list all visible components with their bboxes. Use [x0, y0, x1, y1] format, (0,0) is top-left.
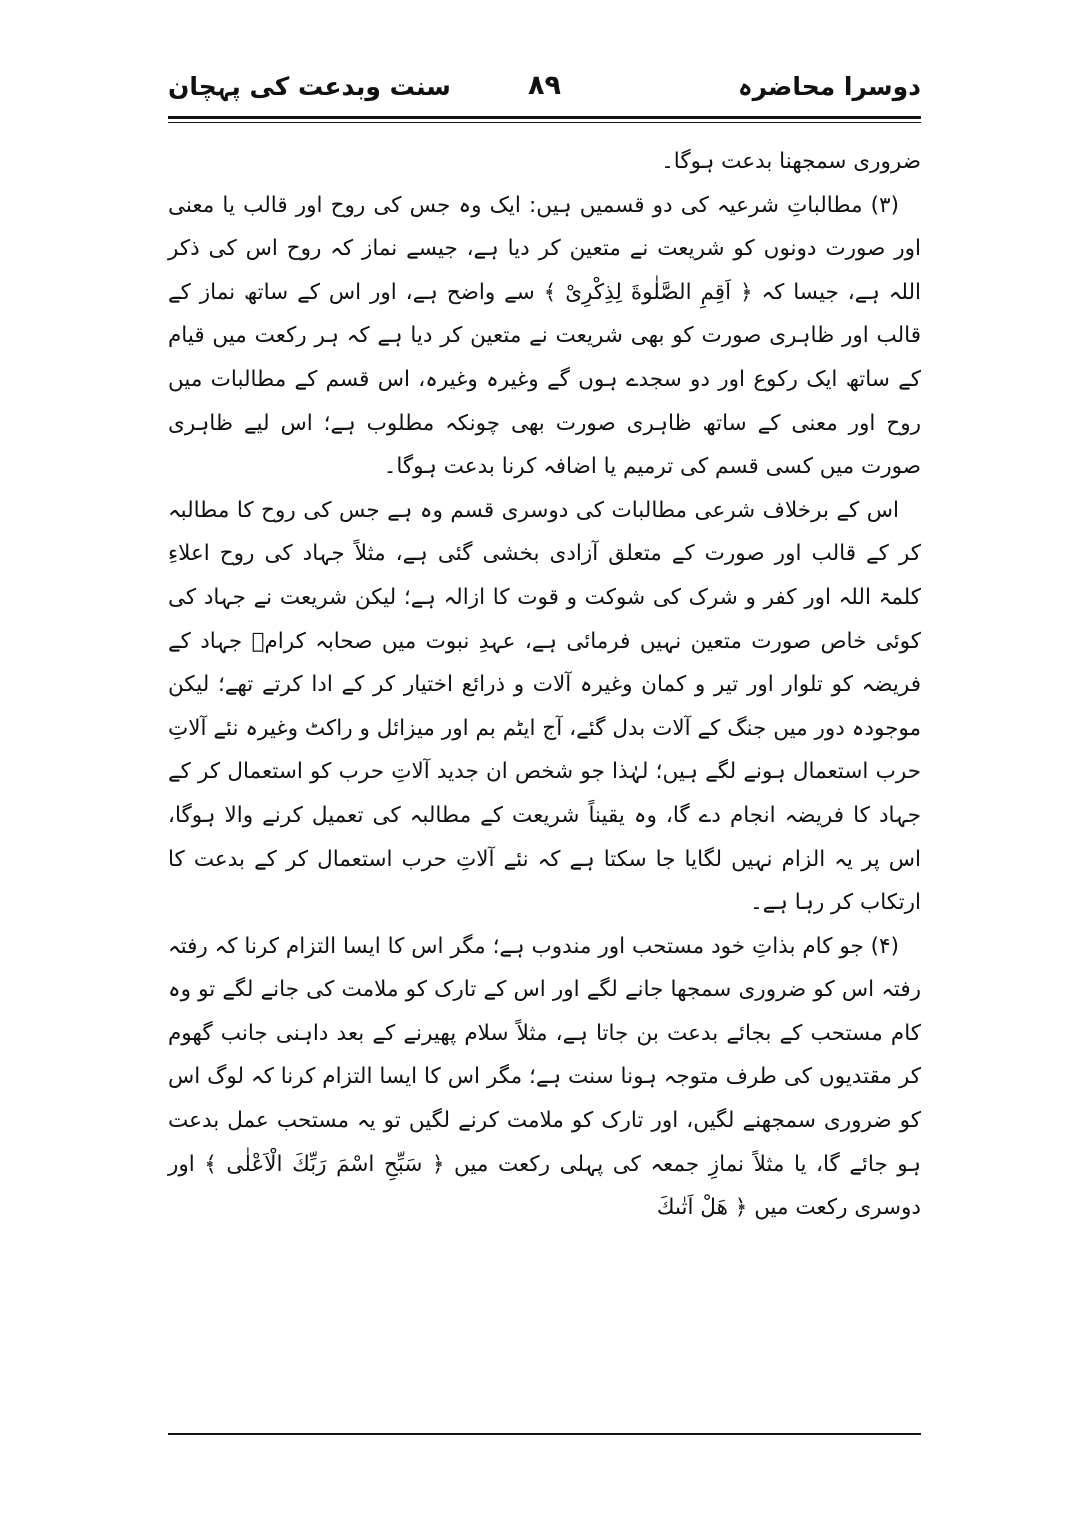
chapter-label: دوسرا محاضرہ: [737, 72, 921, 101]
body-text: [168, 140, 921, 1230]
page-header: [168, 68, 921, 114]
footer-rule: [168, 1433, 921, 1435]
page-number: ۸۹: [528, 70, 561, 101]
paragraph-point-4: (۴) جو کام بذاتِ خود مستحب اور مندوب ہے؛ مگر اس کا ایسا التزام کرنا کہ رفتہ رفتہ اس کو ضروری سمجھا جانے لگے اور اس کے تارک کو ملامت کی جانے لگے تو وہ کام مستحب کے بجائے بدعت بن جاتا ہے، مثلاً سلام پھیرنے کے بعد داہنی جانب گھوم کر مقتدیوں کی طرف متوجہ ہونا سنت ہے؛ مگر اس کا ایسا التزام کرنا کہ لوگ اس کو ضروری سمجھنے لگیں، اور تارک کو ملامت کرنے لگیں تو یہ مستحب عمل بدعت ہو جائے گا، یا مثلاً نمازِ جمعہ کی پہلی رکعت میں ﴿ سَبِّحِ اسْمَ رَبِّكَ الْاَعْلٰى ﴾ اور دوسری رکعت میں ﴿ هَلْ اَتٰىكَ: [168, 933, 921, 1221]
header-rule-thin: [168, 122, 921, 123]
paragraph-continuation: ضروری سمجھنا بدعت ہوگا۔: [661, 149, 921, 174]
running-title: سنت وبدعت کی پہچان: [168, 72, 451, 101]
header-rule-thick: [168, 116, 921, 119]
paragraph-point-3: (۳) مطالباتِ شرعیہ کی دو قسمیں ہیں: ایک وہ جس کی روح اور قالب یا معنی اور صورت دونوں کو شریعت نے متعین کر دیا ہے، جیسے نماز کہ روح اس کی ذکر اللہ ہے، جیسا کہ ﴿ اَقِمِ الصَّلٰوةَ لِذِكْرِىْ ﴾ سے واضح ہے، اور اس کے ساتھ نماز کے قالب اور ظاہری صورت کو بھی شریعت نے متعین کر دیا ہے کہ ہر رکعت میں قیام کے ساتھ ایک رکوع اور دو سجدے ہوں گے وغیرہ وغیرہ، اس قسم کے مطالبات میں روح اور معنی کے ساتھ ظاہری صورت بھی چونکہ مطلوب ہے؛ اس لیے ظاہری صورت میں کسی قسم کی ترمیم یا اضافہ کرنا بدعت ہوگا۔: [168, 192, 921, 480]
paragraph-second-type: اس کے برخلاف شرعی مطالبات کی دوسری قسم وہ ہے جس کی روح کا مطالبہ کر کے قالب اور صورت کے متعلق آزادی بخشی گئی ہے، مثلاً جہاد کی روح اعلاءِ کلمۃ اللہ اور کفر و شرک کی شوکت و قوت کا ازالہ ہے؛ لیکن شریعت نے جہاد کی کوئی خاص صورت متعین نہیں فرمائی ہے، عہدِ نبوت میں صحابہ کرامؓ جہاد کے فریضہ کو تلوار اور تیر و کمان وغیرہ آلات و ذرائع اختیار کر کے ادا کرتے تھے؛ لیکن موجودہ دور میں جنگ کے آلات بدل گئے، آج ایٹم بم اور میزائل و راکٹ وغیرہ نئے آلاتِ حرب استعمال ہونے لگے ہیں؛ لہٰذا جو شخص ان جدید آلاتِ حرب کو استعمال کر کے جہاد کا فریضہ انجام دے گا، وہ یقیناً شریعت کے مطالبہ کی تعمیل کرنے والا ہوگا، اس پر یہ الزام نہیں لگایا جا سکتا ہے کہ نئے آلاتِ حرب استعمال کر کے بدعت کا ارتکاب کر رہا ہے۔: [168, 497, 921, 916]
